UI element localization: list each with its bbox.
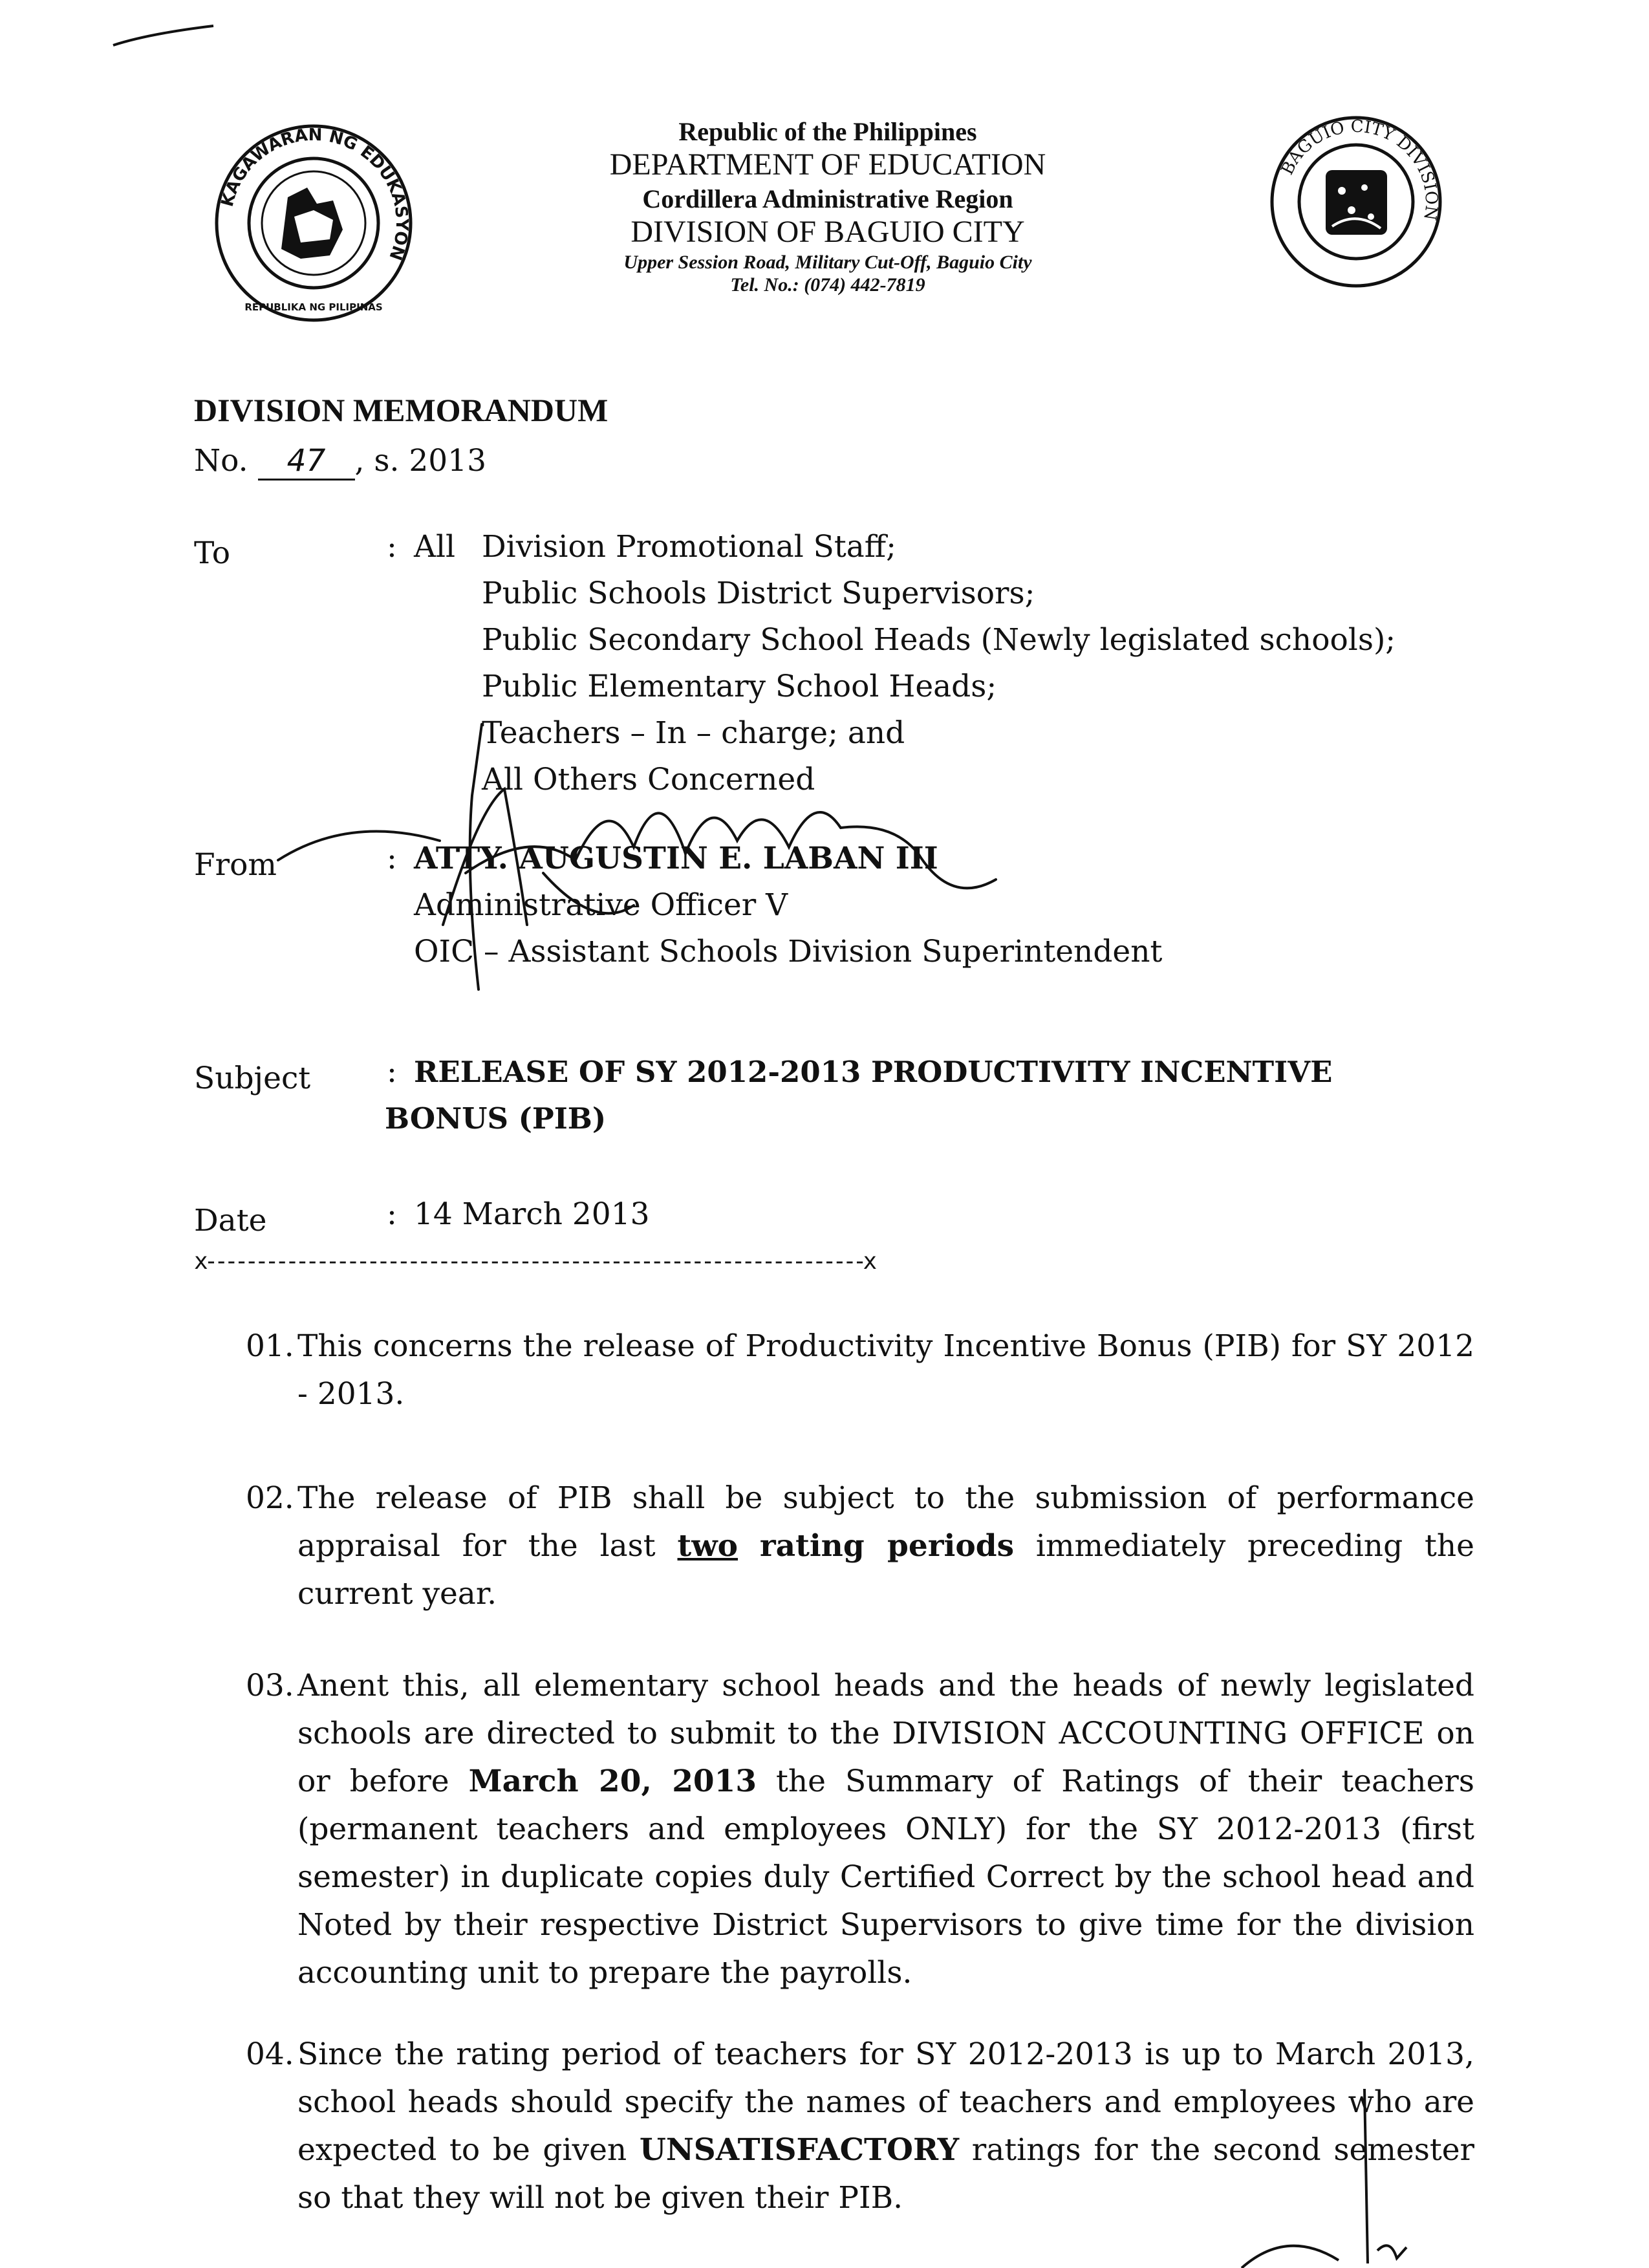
to-all-label: All [414,529,456,565]
letterhead-department: DEPARTMENT OF EDUCATION [609,147,1046,182]
date-value: 14 March 2013 [414,1196,650,1232]
baguio-division-seal-icon [1267,113,1445,291]
letterhead [491,116,1164,296]
from-label: From [194,847,277,883]
to-colon: : [387,529,397,565]
paragraph-number: 01. [246,1328,294,1364]
paragraph-text: Anent this, all elementary school heads and the heads of newly legislated schools are directed to submit to the DIVISION ACCOUNTING OFFICE on or before March 20, 2013 the Summary of Ratings of their teachers (permanent teachers and employees ONLY) for the SY 2012-2013 (first semester) in duplicate copies duly Certified Correct by the school head and Noted by their respective District Supervisors to give time for the division accounting unit to prepare the payrolls. [297,1668,1474,1991]
margin-pen-mark [1229,2089,1423,2268]
paragraph-text: This concerns the release of Productivity Incentive Bonus (PIB) for SY 2012 - 2013. [297,1328,1474,1412]
letterhead-telephone: Tel. No.: (074) 442-7819 [730,274,925,296]
subject-line-1: RELEASE OF SY 2012-2013 PRODUCTIVITY INCENTIVE [414,1055,1333,1089]
svg-text:REPUBLIKA NG PILIPINAS: REPUBLIKA NG PILIPINAS [244,301,383,313]
subject-colon: : [387,1054,397,1090]
sender-position: Administrative Officer V [414,887,788,923]
paragraph-02 [246,1474,1474,1618]
paragraph-01 [246,1323,1474,1418]
memo-number-value: 47 [258,443,355,481]
separator-line: x-----------------------------------------------------------------x [194,1248,874,1275]
handwritten-signature [272,711,1009,1015]
sender-name: ATTY. AUGUSTIN E. LABAN III [414,841,938,876]
recipient-item: Teachers – In – charge; and [482,715,905,751]
deped-seal-icon [210,120,417,327]
paragraph-number: 03. [246,1668,294,1703]
pen-stroke-mark [110,19,220,52]
emphasis-unsatisfactory: UNSATISFACTORY [639,2132,960,2168]
paragraph-number: 02. [246,1480,294,1516]
paragraph-number: 04. [246,2036,294,2072]
svg-text:KAGAWARAN NG EDUKASYON: KAGAWARAN NG EDUKASYON [217,125,412,263]
recipient-item: Division Promotional Staff; [482,529,897,565]
recipient-item: Public Secondary School Heads (Newly legislated schools); [482,622,1396,658]
memo-number-suffix: , s. 2013 [354,443,486,479]
memo-number [194,443,486,481]
recipient-item: All Others Concerned [482,762,815,797]
date-colon: : [387,1196,397,1232]
emphasis-rating-periods: rating periods [759,1528,1015,1564]
letterhead-republic: Republic of the Philippines [678,117,977,146]
letterhead-region: Cordillera Administrative Region [642,184,1013,213]
svg-text:BAGUIO CITY DIVISION: BAGUIO CITY DIVISION [1277,116,1441,222]
subject-label: Subject [194,1061,311,1096]
emphasis-two: two [677,1528,738,1564]
letterhead-division: DIVISION OF BAGUIO CITY [630,215,1025,249]
memo-title: DIVISION MEMORANDUM [194,392,609,428]
subject-line-2: BONUS (PIB) [385,1101,607,1136]
emphasis-deadline: March 20, 2013 [468,1764,757,1799]
letterhead-address: Upper Session Road, Military Cut-Off, Baguio City [623,251,1032,273]
sender-position: OIC – Assistant Schools Division Superintendent [414,934,1163,969]
paragraph-03 [246,1662,1474,1997]
to-label: To [194,535,230,571]
paragraph-text: The release of PIB shall be subject to the submission of performance appraisal for the last two rating periods immediately preceding the current year. [297,1480,1474,1612]
date-label: Date [194,1203,267,1238]
paragraph-text: Since the rating period of teachers for SY 2012-2013 is up to March 2013, school heads should specify the names of teachers and employees who are expected to be given UNSATISFACTORY ratings for the second semester so that they will not be given their PIB. [297,2036,1474,2216]
recipient-item: Public Elementary School Heads; [482,669,997,704]
recipient-item: Public Schools District Supervisors; [482,576,1035,611]
from-colon: : [387,841,397,876]
memo-number-prefix: No. [194,443,248,479]
